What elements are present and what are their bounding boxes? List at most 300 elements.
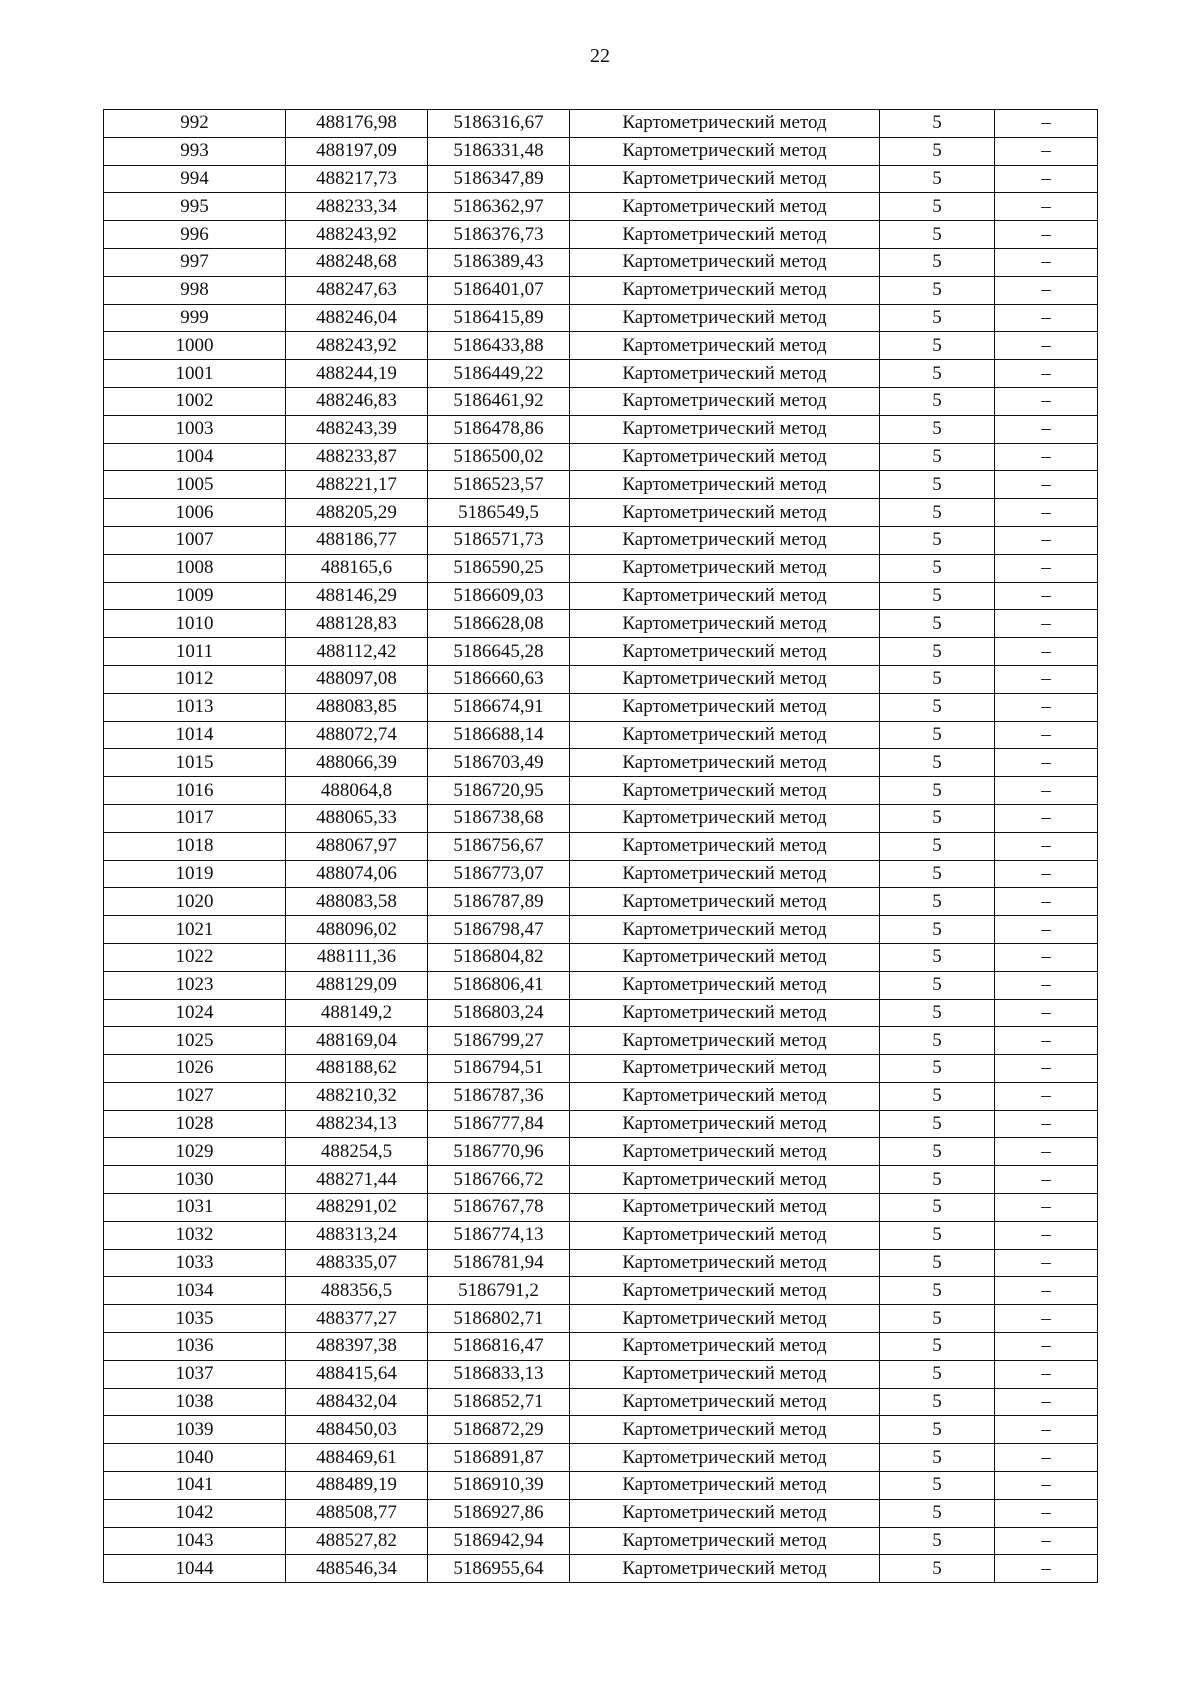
x-coordinate-cell: 488377,27 bbox=[286, 1305, 428, 1333]
y-coordinate-cell: 5186703,49 bbox=[428, 749, 570, 777]
point-number-cell: 1026 bbox=[104, 1055, 286, 1083]
x-coordinate-cell: 488064,8 bbox=[286, 777, 428, 805]
note-cell: – bbox=[995, 832, 1098, 860]
x-coordinate-cell: 488247,63 bbox=[286, 276, 428, 304]
x-coordinate-cell: 488291,02 bbox=[286, 1194, 428, 1222]
point-number-cell: 1001 bbox=[104, 360, 286, 388]
table-row bbox=[104, 888, 1098, 916]
y-coordinate-cell: 5186674,91 bbox=[428, 693, 570, 721]
method-cell: Картометрический метод bbox=[570, 276, 880, 304]
point-number-cell: 1035 bbox=[104, 1305, 286, 1333]
table-row bbox=[104, 415, 1098, 443]
x-coordinate-cell: 488149,2 bbox=[286, 999, 428, 1027]
point-number-cell: 1014 bbox=[104, 721, 286, 749]
x-coordinate-cell: 488356,5 bbox=[286, 1277, 428, 1305]
x-coordinate-cell: 488489,19 bbox=[286, 1472, 428, 1500]
x-coordinate-cell: 488146,29 bbox=[286, 582, 428, 610]
x-coordinate-cell: 488313,24 bbox=[286, 1221, 428, 1249]
y-coordinate-cell: 5186774,13 bbox=[428, 1221, 570, 1249]
y-coordinate-cell: 5186942,94 bbox=[428, 1527, 570, 1555]
point-number-cell: 992 bbox=[104, 110, 286, 138]
point-number-cell: 999 bbox=[104, 304, 286, 332]
accuracy-cell: 5 bbox=[880, 860, 995, 888]
note-cell: – bbox=[995, 582, 1098, 610]
accuracy-cell: 5 bbox=[880, 193, 995, 221]
y-coordinate-cell: 5186794,51 bbox=[428, 1055, 570, 1083]
y-coordinate-cell: 5186833,13 bbox=[428, 1360, 570, 1388]
note-cell: – bbox=[995, 610, 1098, 638]
accuracy-cell: 5 bbox=[880, 1055, 995, 1083]
method-cell: Картометрический метод bbox=[570, 582, 880, 610]
table-row bbox=[104, 554, 1098, 582]
y-coordinate-cell: 5186347,89 bbox=[428, 165, 570, 193]
note-cell: – bbox=[995, 665, 1098, 693]
y-coordinate-cell: 5186433,88 bbox=[428, 332, 570, 360]
x-coordinate-cell: 488244,19 bbox=[286, 360, 428, 388]
y-coordinate-cell: 5186910,39 bbox=[428, 1472, 570, 1500]
note-cell: – bbox=[995, 1110, 1098, 1138]
point-number-cell: 1030 bbox=[104, 1166, 286, 1194]
x-coordinate-cell: 488186,77 bbox=[286, 526, 428, 554]
method-cell: Картометрический метод bbox=[570, 1555, 880, 1583]
note-cell: – bbox=[995, 638, 1098, 666]
method-cell: Картометрический метод bbox=[570, 1472, 880, 1500]
point-number-cell: 1002 bbox=[104, 387, 286, 415]
note-cell: – bbox=[995, 943, 1098, 971]
x-coordinate-cell: 488083,58 bbox=[286, 888, 428, 916]
y-coordinate-cell: 5186331,48 bbox=[428, 137, 570, 165]
method-cell: Картометрический метод bbox=[570, 832, 880, 860]
x-coordinate-cell: 488233,87 bbox=[286, 443, 428, 471]
coordinates-table bbox=[103, 109, 1098, 1583]
table-row bbox=[104, 248, 1098, 276]
y-coordinate-cell: 5186401,07 bbox=[428, 276, 570, 304]
table-row bbox=[104, 1416, 1098, 1444]
accuracy-cell: 5 bbox=[880, 1305, 995, 1333]
note-cell: – bbox=[995, 1472, 1098, 1500]
point-number-cell: 1013 bbox=[104, 693, 286, 721]
accuracy-cell: 5 bbox=[880, 1360, 995, 1388]
accuracy-cell: 5 bbox=[880, 248, 995, 276]
y-coordinate-cell: 5186852,71 bbox=[428, 1388, 570, 1416]
y-coordinate-cell: 5186773,07 bbox=[428, 860, 570, 888]
table-row bbox=[104, 193, 1098, 221]
y-coordinate-cell: 5186781,94 bbox=[428, 1249, 570, 1277]
method-cell: Картометрический метод bbox=[570, 610, 880, 638]
point-number-cell: 1038 bbox=[104, 1388, 286, 1416]
note-cell: – bbox=[995, 1333, 1098, 1361]
accuracy-cell: 5 bbox=[880, 526, 995, 554]
method-cell: Картометрический метод bbox=[570, 665, 880, 693]
x-coordinate-cell: 488176,98 bbox=[286, 110, 428, 138]
point-number-cell: 1000 bbox=[104, 332, 286, 360]
table-row bbox=[104, 165, 1098, 193]
note-cell: – bbox=[995, 1305, 1098, 1333]
accuracy-cell: 5 bbox=[880, 415, 995, 443]
table-row bbox=[104, 526, 1098, 554]
table-row bbox=[104, 1444, 1098, 1472]
note-cell: – bbox=[995, 1249, 1098, 1277]
note-cell: – bbox=[995, 110, 1098, 138]
note-cell: – bbox=[995, 1221, 1098, 1249]
table-row bbox=[104, 1249, 1098, 1277]
point-number-cell: 1012 bbox=[104, 665, 286, 693]
method-cell: Картометрический метод bbox=[570, 1221, 880, 1249]
method-cell: Картометрический метод bbox=[570, 221, 880, 249]
table-row bbox=[104, 387, 1098, 415]
point-number-cell: 1023 bbox=[104, 971, 286, 999]
x-coordinate-cell: 488246,04 bbox=[286, 304, 428, 332]
point-number-cell: 1027 bbox=[104, 1082, 286, 1110]
point-number-cell: 1032 bbox=[104, 1221, 286, 1249]
x-coordinate-cell: 488432,04 bbox=[286, 1388, 428, 1416]
x-coordinate-cell: 488243,92 bbox=[286, 332, 428, 360]
accuracy-cell: 5 bbox=[880, 665, 995, 693]
note-cell: – bbox=[995, 1082, 1098, 1110]
y-coordinate-cell: 5186720,95 bbox=[428, 777, 570, 805]
method-cell: Картометрический метод bbox=[570, 554, 880, 582]
method-cell: Картометрический метод bbox=[570, 1166, 880, 1194]
note-cell: – bbox=[995, 443, 1098, 471]
note-cell: – bbox=[995, 276, 1098, 304]
note-cell: – bbox=[995, 777, 1098, 805]
table-row bbox=[104, 276, 1098, 304]
table-row bbox=[104, 665, 1098, 693]
table-row bbox=[104, 693, 1098, 721]
point-number-cell: 1006 bbox=[104, 499, 286, 527]
method-cell: Картометрический метод bbox=[570, 1360, 880, 1388]
x-coordinate-cell: 488128,83 bbox=[286, 610, 428, 638]
y-coordinate-cell: 5186415,89 bbox=[428, 304, 570, 332]
method-cell: Картометрический метод bbox=[570, 1138, 880, 1166]
method-cell: Картометрический метод bbox=[570, 916, 880, 944]
x-coordinate-cell: 488546,34 bbox=[286, 1555, 428, 1583]
y-coordinate-cell: 5186891,87 bbox=[428, 1444, 570, 1472]
point-number-cell: 1009 bbox=[104, 582, 286, 610]
method-cell: Картометрический метод bbox=[570, 1305, 880, 1333]
y-coordinate-cell: 5186500,02 bbox=[428, 443, 570, 471]
method-cell: Картометрический метод bbox=[570, 1277, 880, 1305]
method-cell: Картометрический метод bbox=[570, 1110, 880, 1138]
method-cell: Картометрический метод bbox=[570, 332, 880, 360]
table-row bbox=[104, 749, 1098, 777]
note-cell: – bbox=[995, 1499, 1098, 1527]
note-cell: – bbox=[995, 332, 1098, 360]
method-cell: Картометрический метод bbox=[570, 415, 880, 443]
point-number-cell: 1034 bbox=[104, 1277, 286, 1305]
accuracy-cell: 5 bbox=[880, 693, 995, 721]
coordinates-table-body bbox=[104, 110, 1098, 1583]
method-cell: Картометрический метод bbox=[570, 999, 880, 1027]
table-row bbox=[104, 1277, 1098, 1305]
x-coordinate-cell: 488527,82 bbox=[286, 1527, 428, 1555]
method-cell: Картометрический метод bbox=[570, 693, 880, 721]
accuracy-cell: 5 bbox=[880, 1138, 995, 1166]
y-coordinate-cell: 5186770,96 bbox=[428, 1138, 570, 1166]
y-coordinate-cell: 5186628,08 bbox=[428, 610, 570, 638]
x-coordinate-cell: 488221,17 bbox=[286, 471, 428, 499]
y-coordinate-cell: 5186766,72 bbox=[428, 1166, 570, 1194]
x-coordinate-cell: 488508,77 bbox=[286, 1499, 428, 1527]
accuracy-cell: 5 bbox=[880, 916, 995, 944]
note-cell: – bbox=[995, 1138, 1098, 1166]
note-cell: – bbox=[995, 749, 1098, 777]
x-coordinate-cell: 488415,64 bbox=[286, 1360, 428, 1388]
table-row bbox=[104, 1472, 1098, 1500]
table-row bbox=[104, 1082, 1098, 1110]
x-coordinate-cell: 488246,83 bbox=[286, 387, 428, 415]
y-coordinate-cell: 5186927,86 bbox=[428, 1499, 570, 1527]
y-coordinate-cell: 5186609,03 bbox=[428, 582, 570, 610]
page-number: 22 bbox=[590, 45, 610, 67]
accuracy-cell: 5 bbox=[880, 999, 995, 1027]
note-cell: – bbox=[995, 1416, 1098, 1444]
y-coordinate-cell: 5186660,63 bbox=[428, 665, 570, 693]
x-coordinate-cell: 488243,92 bbox=[286, 221, 428, 249]
point-number-cell: 993 bbox=[104, 137, 286, 165]
accuracy-cell: 5 bbox=[880, 137, 995, 165]
accuracy-cell: 5 bbox=[880, 582, 995, 610]
point-number-cell: 1044 bbox=[104, 1555, 286, 1583]
x-coordinate-cell: 488188,62 bbox=[286, 1055, 428, 1083]
point-number-cell: 1039 bbox=[104, 1416, 286, 1444]
table-row bbox=[104, 916, 1098, 944]
method-cell: Картометрический метод bbox=[570, 943, 880, 971]
y-coordinate-cell: 5186590,25 bbox=[428, 554, 570, 582]
accuracy-cell: 5 bbox=[880, 1499, 995, 1527]
point-number-cell: 997 bbox=[104, 248, 286, 276]
accuracy-cell: 5 bbox=[880, 1027, 995, 1055]
method-cell: Картометрический метод bbox=[570, 860, 880, 888]
note-cell: – bbox=[995, 860, 1098, 888]
x-coordinate-cell: 488072,74 bbox=[286, 721, 428, 749]
point-number-cell: 1020 bbox=[104, 888, 286, 916]
note-cell: – bbox=[995, 1388, 1098, 1416]
table-row bbox=[104, 332, 1098, 360]
method-cell: Картометрический метод bbox=[570, 1082, 880, 1110]
method-cell: Картометрический метод bbox=[570, 443, 880, 471]
note-cell: – bbox=[995, 165, 1098, 193]
y-coordinate-cell: 5186549,5 bbox=[428, 499, 570, 527]
x-coordinate-cell: 488112,42 bbox=[286, 638, 428, 666]
accuracy-cell: 5 bbox=[880, 1194, 995, 1222]
y-coordinate-cell: 5186376,73 bbox=[428, 221, 570, 249]
accuracy-cell: 5 bbox=[880, 1416, 995, 1444]
note-cell: – bbox=[995, 304, 1098, 332]
note-cell: – bbox=[995, 471, 1098, 499]
method-cell: Картометрический метод bbox=[570, 1333, 880, 1361]
table-row bbox=[104, 304, 1098, 332]
table-row bbox=[104, 1194, 1098, 1222]
note-cell: – bbox=[995, 221, 1098, 249]
method-cell: Картометрический метод bbox=[570, 387, 880, 415]
point-number-cell: 1007 bbox=[104, 526, 286, 554]
accuracy-cell: 5 bbox=[880, 554, 995, 582]
table-row bbox=[104, 1027, 1098, 1055]
table-row bbox=[104, 1138, 1098, 1166]
y-coordinate-cell: 5186738,68 bbox=[428, 804, 570, 832]
method-cell: Картометрический метод bbox=[570, 1027, 880, 1055]
accuracy-cell: 5 bbox=[880, 1249, 995, 1277]
x-coordinate-cell: 488397,38 bbox=[286, 1333, 428, 1361]
method-cell: Картометрический метод bbox=[570, 1194, 880, 1222]
point-number-cell: 1016 bbox=[104, 777, 286, 805]
y-coordinate-cell: 5186955,64 bbox=[428, 1555, 570, 1583]
x-coordinate-cell: 488248,68 bbox=[286, 248, 428, 276]
table-row bbox=[104, 721, 1098, 749]
table-row bbox=[104, 1110, 1098, 1138]
note-cell: – bbox=[995, 971, 1098, 999]
method-cell: Картометрический метод bbox=[570, 471, 880, 499]
y-coordinate-cell: 5186806,41 bbox=[428, 971, 570, 999]
point-number-cell: 1021 bbox=[104, 916, 286, 944]
point-number-cell: 1019 bbox=[104, 860, 286, 888]
accuracy-cell: 5 bbox=[880, 971, 995, 999]
y-coordinate-cell: 5186804,82 bbox=[428, 943, 570, 971]
note-cell: – bbox=[995, 1555, 1098, 1583]
point-number-cell: 1025 bbox=[104, 1027, 286, 1055]
table-row bbox=[104, 1360, 1098, 1388]
note-cell: – bbox=[995, 693, 1098, 721]
accuracy-cell: 5 bbox=[880, 1555, 995, 1583]
y-coordinate-cell: 5186449,22 bbox=[428, 360, 570, 388]
note-cell: – bbox=[995, 999, 1098, 1027]
point-number-cell: 1018 bbox=[104, 832, 286, 860]
method-cell: Картометрический метод bbox=[570, 1249, 880, 1277]
y-coordinate-cell: 5186461,92 bbox=[428, 387, 570, 415]
note-cell: – bbox=[995, 499, 1098, 527]
method-cell: Картометрический метод bbox=[570, 304, 880, 332]
method-cell: Картометрический метод bbox=[570, 1444, 880, 1472]
x-coordinate-cell: 488097,08 bbox=[286, 665, 428, 693]
table-row bbox=[104, 777, 1098, 805]
y-coordinate-cell: 5186645,28 bbox=[428, 638, 570, 666]
x-coordinate-cell: 488096,02 bbox=[286, 916, 428, 944]
table-row bbox=[104, 943, 1098, 971]
table-row bbox=[104, 1333, 1098, 1361]
method-cell: Картометрический метод bbox=[570, 1416, 880, 1444]
point-number-cell: 1029 bbox=[104, 1138, 286, 1166]
point-number-cell: 998 bbox=[104, 276, 286, 304]
y-coordinate-cell: 5186872,29 bbox=[428, 1416, 570, 1444]
accuracy-cell: 5 bbox=[880, 721, 995, 749]
x-coordinate-cell: 488210,32 bbox=[286, 1082, 428, 1110]
method-cell: Картометрический метод bbox=[570, 526, 880, 554]
accuracy-cell: 5 bbox=[880, 276, 995, 304]
point-number-cell: 1011 bbox=[104, 638, 286, 666]
table-row bbox=[104, 1527, 1098, 1555]
y-coordinate-cell: 5186767,78 bbox=[428, 1194, 570, 1222]
accuracy-cell: 5 bbox=[880, 1082, 995, 1110]
x-coordinate-cell: 488450,03 bbox=[286, 1416, 428, 1444]
accuracy-cell: 5 bbox=[880, 387, 995, 415]
x-coordinate-cell: 488067,97 bbox=[286, 832, 428, 860]
table-row bbox=[104, 1305, 1098, 1333]
accuracy-cell: 5 bbox=[880, 1333, 995, 1361]
note-cell: – bbox=[995, 1527, 1098, 1555]
y-coordinate-cell: 5186478,86 bbox=[428, 415, 570, 443]
point-number-cell: 1015 bbox=[104, 749, 286, 777]
method-cell: Картометрический метод bbox=[570, 1527, 880, 1555]
x-coordinate-cell: 488234,13 bbox=[286, 1110, 428, 1138]
accuracy-cell: 5 bbox=[880, 332, 995, 360]
point-number-cell: 1024 bbox=[104, 999, 286, 1027]
note-cell: – bbox=[995, 1166, 1098, 1194]
table-row bbox=[104, 1499, 1098, 1527]
method-cell: Картометрический метод bbox=[570, 193, 880, 221]
x-coordinate-cell: 488217,73 bbox=[286, 165, 428, 193]
point-number-cell: 1033 bbox=[104, 1249, 286, 1277]
accuracy-cell: 5 bbox=[880, 943, 995, 971]
y-coordinate-cell: 5186803,24 bbox=[428, 999, 570, 1027]
table-row bbox=[104, 1166, 1098, 1194]
table-row bbox=[104, 110, 1098, 138]
y-coordinate-cell: 5186787,89 bbox=[428, 888, 570, 916]
y-coordinate-cell: 5186791,2 bbox=[428, 1277, 570, 1305]
accuracy-cell: 5 bbox=[880, 1388, 995, 1416]
accuracy-cell: 5 bbox=[880, 360, 995, 388]
table-row bbox=[104, 1388, 1098, 1416]
accuracy-cell: 5 bbox=[880, 443, 995, 471]
note-cell: – bbox=[995, 248, 1098, 276]
x-coordinate-cell: 488469,61 bbox=[286, 1444, 428, 1472]
y-coordinate-cell: 5186787,36 bbox=[428, 1082, 570, 1110]
x-coordinate-cell: 488074,06 bbox=[286, 860, 428, 888]
y-coordinate-cell: 5186802,71 bbox=[428, 1305, 570, 1333]
point-number-cell: 1028 bbox=[104, 1110, 286, 1138]
table-row bbox=[104, 971, 1098, 999]
point-number-cell: 1005 bbox=[104, 471, 286, 499]
accuracy-cell: 5 bbox=[880, 471, 995, 499]
accuracy-cell: 5 bbox=[880, 165, 995, 193]
table-row bbox=[104, 137, 1098, 165]
method-cell: Картометрический метод bbox=[570, 499, 880, 527]
accuracy-cell: 5 bbox=[880, 888, 995, 916]
table-row bbox=[104, 638, 1098, 666]
table-row bbox=[104, 1555, 1098, 1583]
table-row bbox=[104, 499, 1098, 527]
method-cell: Картометрический метод bbox=[570, 165, 880, 193]
method-cell: Картометрический метод bbox=[570, 804, 880, 832]
table-row bbox=[104, 832, 1098, 860]
y-coordinate-cell: 5186756,67 bbox=[428, 832, 570, 860]
table-row bbox=[104, 360, 1098, 388]
x-coordinate-cell: 488233,34 bbox=[286, 193, 428, 221]
point-number-cell: 1036 bbox=[104, 1333, 286, 1361]
point-number-cell: 1022 bbox=[104, 943, 286, 971]
x-coordinate-cell: 488165,6 bbox=[286, 554, 428, 582]
y-coordinate-cell: 5186316,67 bbox=[428, 110, 570, 138]
table-row bbox=[104, 443, 1098, 471]
point-number-cell: 1004 bbox=[104, 443, 286, 471]
note-cell: – bbox=[995, 1360, 1098, 1388]
method-cell: Картометрический метод bbox=[570, 721, 880, 749]
y-coordinate-cell: 5186523,57 bbox=[428, 471, 570, 499]
y-coordinate-cell: 5186362,97 bbox=[428, 193, 570, 221]
note-cell: – bbox=[995, 916, 1098, 944]
method-cell: Картометрический метод bbox=[570, 248, 880, 276]
y-coordinate-cell: 5186799,27 bbox=[428, 1027, 570, 1055]
table-row bbox=[104, 860, 1098, 888]
y-coordinate-cell: 5186571,73 bbox=[428, 526, 570, 554]
point-number-cell: 994 bbox=[104, 165, 286, 193]
note-cell: – bbox=[995, 804, 1098, 832]
accuracy-cell: 5 bbox=[880, 1221, 995, 1249]
point-number-cell: 1031 bbox=[104, 1194, 286, 1222]
note-cell: – bbox=[995, 554, 1098, 582]
table-row bbox=[104, 582, 1098, 610]
note-cell: – bbox=[995, 360, 1098, 388]
